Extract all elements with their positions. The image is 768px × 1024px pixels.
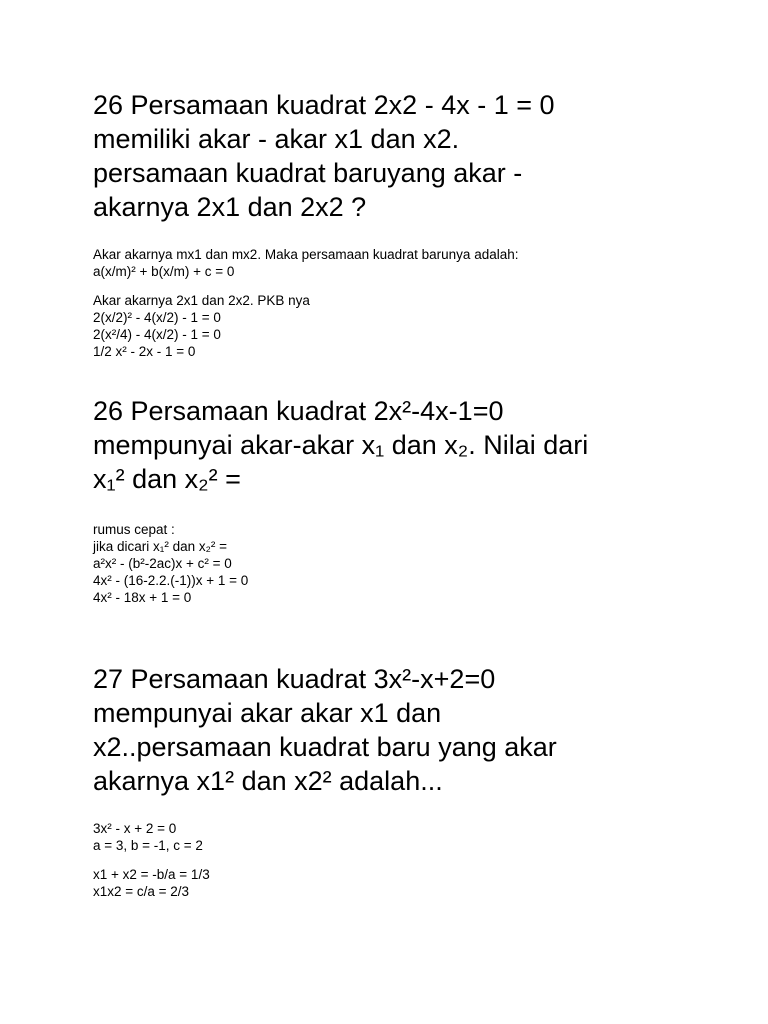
heading-line: x2..persamaan kuadrat baru yang akar: [93, 732, 557, 762]
text-line: 4x² - (16-2.2.(-1))x + 1 = 0: [93, 573, 249, 588]
text-line: rumus cepat :: [93, 522, 175, 537]
text-line: a = 3, b = -1, c = 2: [93, 838, 203, 853]
section-1-block-2: [93, 292, 743, 360]
section-2: [93, 394, 743, 606]
heading-line: x₁² dan x₂² =: [93, 464, 241, 494]
heading-line: memiliki akar - akar x1 dan x2.: [93, 124, 460, 154]
text-line: 2(x²/4) - 4(x/2) - 1 = 0: [93, 327, 221, 342]
document-page: [93, 88, 743, 900]
heading-line: 26 Persamaan kuadrat 2x2 - 4x - 1 = 0: [93, 90, 555, 120]
section-1-block-1: [93, 246, 743, 280]
text-line: 1/2 x² - 2x - 1 = 0: [93, 344, 196, 359]
heading-line: 26 Persamaan kuadrat 2x²-4x-1=0: [93, 396, 504, 426]
text-line: a(x/m)² + b(x/m) + c = 0: [93, 264, 235, 279]
text-line: Akar akarnya 2x1 dan 2x2. PKB nya: [93, 293, 310, 308]
text-line: 4x² - 18x + 1 = 0: [93, 590, 192, 605]
section-3-block-1: [93, 820, 743, 854]
text-line: a²x² - (b²-2ac)x + c² = 0: [93, 556, 232, 571]
text-line: x1x2 = c/a = 2/3: [93, 884, 190, 899]
text-line: 3x² - x + 2 = 0: [93, 821, 177, 836]
heading-line: 27 Persamaan kuadrat 3x²-x+2=0: [93, 664, 496, 694]
heading-line: mempunyai akar-akar x₁ dan x₂. Nilai dari: [93, 430, 589, 460]
section-2-block-1: [93, 521, 743, 606]
heading-line: akarnya 2x1 dan 2x2 ?: [93, 192, 367, 222]
heading-line: akarnya x1² dan x2² adalah...: [93, 766, 443, 796]
section-1-heading: [93, 88, 743, 224]
section-3-heading: [93, 662, 743, 798]
section-2-heading: [93, 394, 743, 496]
section-1: [93, 88, 743, 360]
text-line: x1 + x2 = -b/a = 1/3: [93, 867, 210, 882]
text-line: jika dicari x₁² dan x₂² =: [93, 539, 227, 554]
heading-line: mempunyai akar akar x1 dan: [93, 698, 442, 728]
text-line: 2(x/2)² - 4(x/2) - 1 = 0: [93, 310, 221, 325]
text-line: Akar akarnya mx1 dan mx2. Maka persamaan kuadrat barunya adalah:: [93, 247, 519, 262]
section-3: [93, 662, 743, 900]
section-3-block-2: [93, 866, 743, 900]
heading-line: persamaan kuadrat baruyang akar -: [93, 158, 523, 188]
